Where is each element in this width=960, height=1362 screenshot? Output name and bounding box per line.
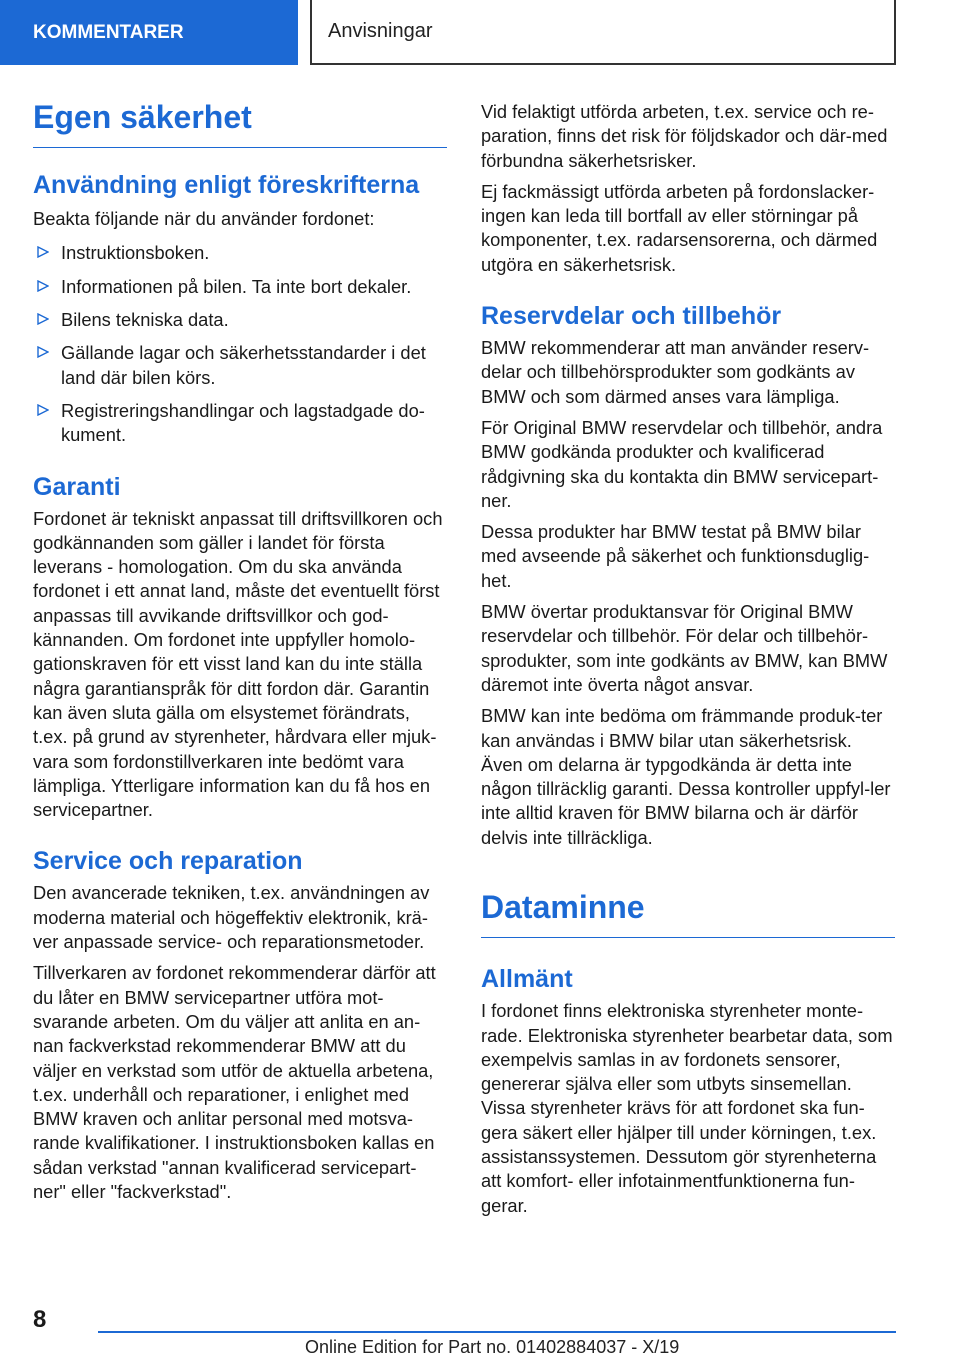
list-item-text: Bilens tekniska data. (61, 309, 229, 331)
section-heading-warranty: Garanti (33, 472, 121, 501)
page-title: Egen säkerhet (33, 100, 447, 148)
parts-paragraph-2: För Original BMW reservdelar och tillbehör, andra BMW godkända produkter och kvalificerad rådgivning ska du kontakta din BMW servicepart-ner. (481, 416, 883, 511)
section-heading-parts: Reservdelar och tillbehör (481, 302, 782, 331)
list-item (33, 308, 447, 332)
triangle-right-icon (37, 280, 49, 292)
list-item-text: Instruktionsboken. (61, 242, 210, 264)
section-tab (0, 0, 298, 65)
chapter-title-data-memory: Dataminne (481, 890, 895, 938)
triangle-right-icon (37, 346, 49, 358)
list-item (33, 399, 447, 448)
list-item-text: Gällande lagar och säkerhetsstandarder i det land där bilen körs. (61, 342, 426, 388)
list-item (33, 275, 447, 299)
usage-list (33, 241, 447, 447)
general-paragraph-1: I fordonet finns elektroniska styrenheter monte-rade. Elektroniska styrenheter bearbetar data, som exempelvis samlas in av fordonets sensorer, genererar själva eller som utbyts sinsemellan. Vissa styrenheter krävs för att fordonet ska fun-gera säkert eller hjälper till under körningen, t.ex. assistanssystemen. Dessutom gör styrenheterna att komfort- eller infotainmentfunktionerna fun-gerar. (481, 1000, 893, 1216)
triangle-right-icon (37, 246, 49, 258)
breadcrumb-label: Anvisningar (328, 20, 433, 42)
triangle-right-icon (37, 313, 49, 325)
usage-intro: Beakta följande när du använder fordonet: (33, 208, 375, 230)
list-item-text: Informationen på bilen. Ta inte bort dekaler. (61, 275, 412, 297)
service-paragraph-1: Den avancerade tekniken, t.ex. användningen av moderna material och högeffektiv elektronik, krä-ver anpassade service- och reparationsmetoder. (33, 882, 430, 953)
list-item-text: Registreringshandlingar och lagstadgade do-kument. (61, 399, 425, 446)
section-heading-general: Allmänt (481, 965, 573, 994)
list-item (33, 241, 447, 265)
right-column (481, 100, 895, 1218)
parts-paragraph-5: BMW kan inte bedöma om främmande produk-ter kan användas i BMW bilar utan säkerhetsrisk. Även om delarna är typgodkända är detta inte någon tillräcklig garanti. Dessa kontroller uppfyl-ler inte alltid kraven för BMW bilarna och är därför delvis inte tillräckliga. (481, 705, 891, 848)
service-paragraph-2: Tillverkaren av fordonet rekommenderar därför att du låter en BMW servicepartner utföra mot-svarande arbeten. Om du väljer att anlita en an-nan fackverkstad rekommenderar BMW att du väljer en verkstad som utför de aktuella arbetena, t.ex. underhåll och reparationer, i enlighet med BMW kraven och anlitar personal med motsva-rande kvalifikationer. I instruktionsboken kallas en sådan verkstad "annan kvalificerad servicepart-ner" eller "fackverkstad". (33, 962, 436, 1202)
section-heading-service: Service och reparation (33, 847, 303, 876)
triangle-right-icon (37, 404, 49, 416)
footer-edition: Online Edition for Part no. 01402884037 - X/19 (305, 1337, 680, 1357)
parts-paragraph-3: Dessa produkter har BMW testat på BMW bilar med avseende på säkerhet och funktionsduglig-het. (481, 521, 870, 591)
page-number: 8 (33, 1306, 47, 1333)
footer-divider (98, 1331, 896, 1333)
section-tab-label: KOMMENTARER (33, 21, 184, 43)
breadcrumb (310, 0, 896, 65)
list-item (33, 341, 447, 390)
parts-paragraph-1: BMW rekommenderar att man använder reserv-delar och tillbehörsprodukter som godkänts av BMW och som därmed anses vara lämpliga. (481, 337, 870, 407)
service-paragraph-3: Vid felaktigt utförda arbeten, t.ex. service och re-paration, finns det risk för följdskador och där-med förbundna säkerhetsrisker. (481, 101, 888, 171)
section-heading-usage: Användning enligt föreskrifterna (33, 171, 420, 200)
service-paragraph-4: Ej fackmässigt utförda arbeten på fordonslacker-ingen kan leda till bortfall av eller störningar på komponenter, t.ex. radarsensorerna, och därmed utgöra en säkerhetsrisk. (481, 180, 878, 275)
parts-paragraph-4: BMW övertar produktansvar för Original BMW reservdelar och tillbehör. För delar och tillbehör-sprodukter, som inte godkänts av BMW, kan BMW däremot inte överta något ansvar. (481, 601, 888, 695)
left-column (33, 100, 447, 1204)
warranty-text: Fordonet är tekniskt anpassat till driftsvillkoren och godkännanden som gäller i landet för första leverans - homologation. Om du ska använda fordonet i ett annat land, måste det eventuellt först anpassas till avvikande driftsvillkor och god-kännanden. Om fordonet inte uppfyller homolo-gationskraven för ett visst land kan du inte ställa några garantianspråk för ditt fordon där. Garantin kan även sluta gälla om elsystemet förändrats, t.ex. på grund av styrenheter, hårdvara eller mjuk-vara som fordonstillverkaren inte bedömt vara lämpliga. Ytterligare information kan du få hos en servicepartner. (33, 507, 443, 821)
